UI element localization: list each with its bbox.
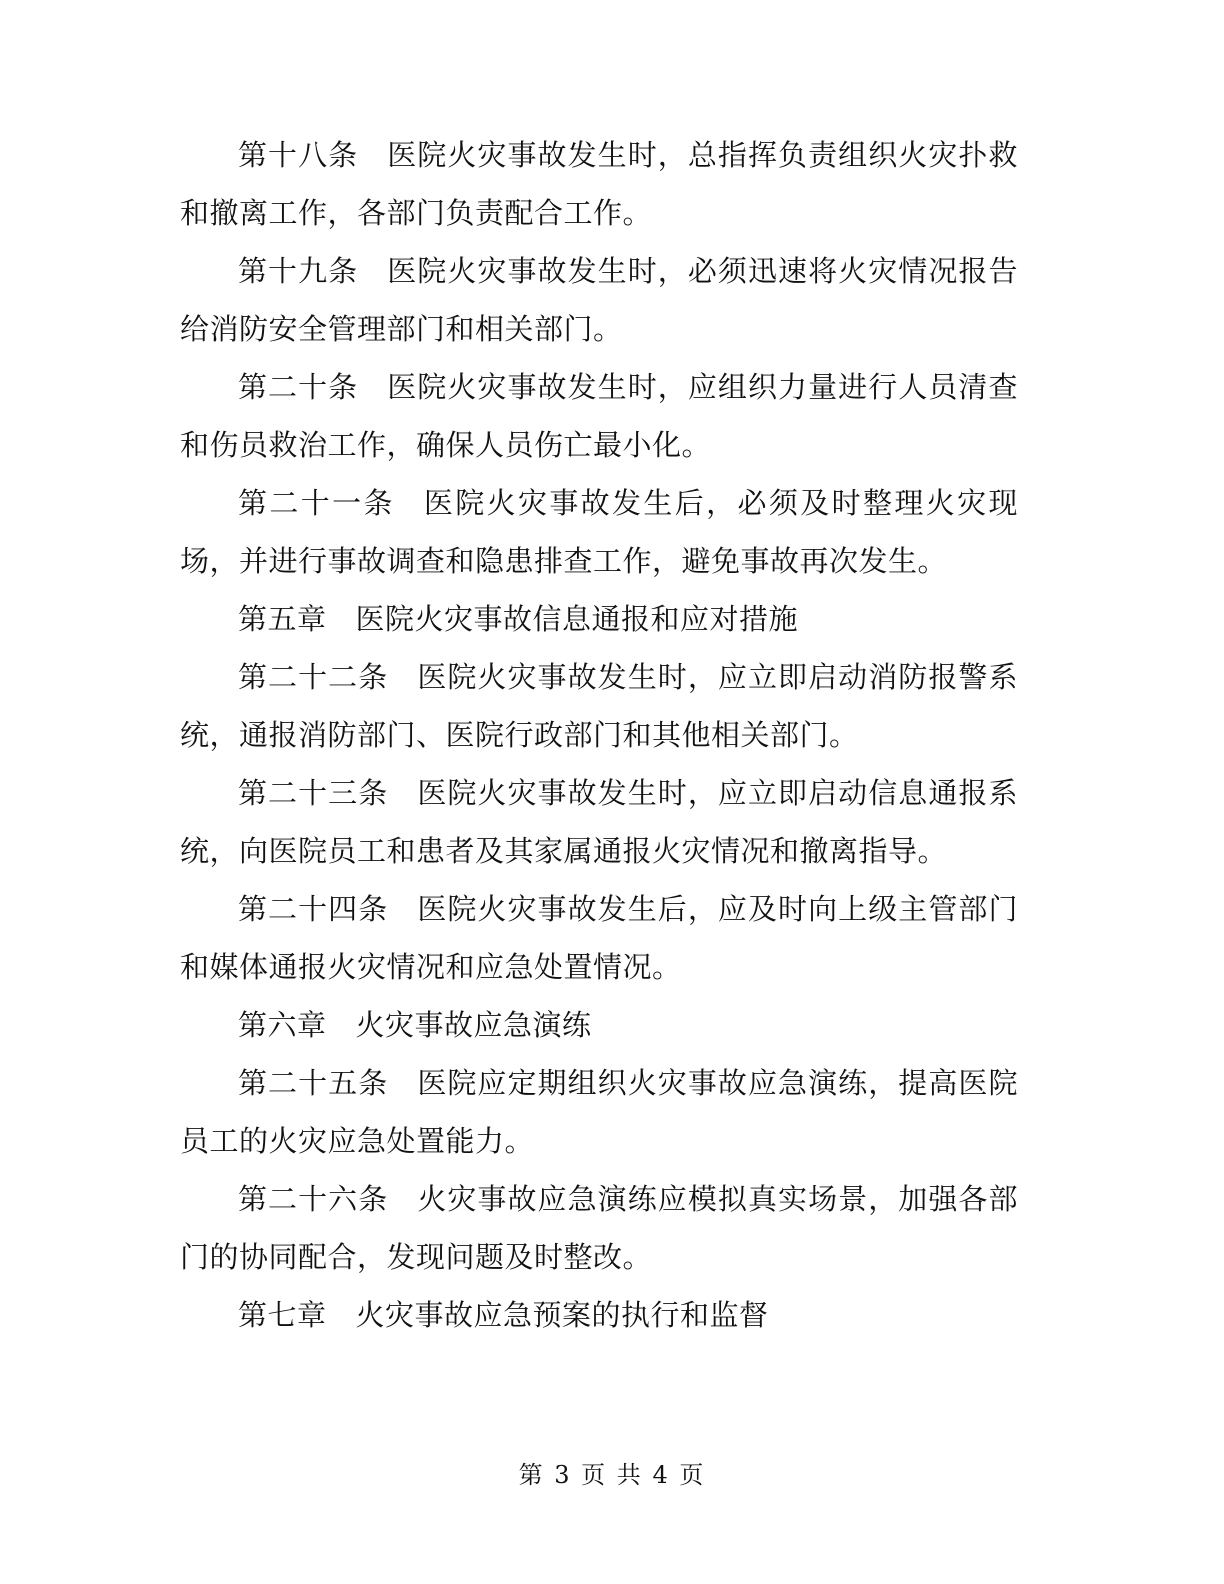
article-23 — [180, 764, 1018, 880]
chapter-title: 火灾事故应急预案的执行和监督 — [355, 1298, 769, 1332]
article-24 — [180, 880, 1018, 996]
chapter-title: 火灾事故应急演练 — [355, 1008, 592, 1042]
chapter-6-heading — [180, 996, 1018, 1054]
article-label: 第二十条 — [238, 370, 359, 404]
article-18 — [180, 126, 1018, 242]
article-label: 第十八条 — [238, 138, 359, 172]
chapter-title: 医院火灾事故信息通报和应对措施 — [355, 602, 799, 636]
article-label: 第十九条 — [238, 254, 359, 288]
article-text: 医院火灾事故发生时，必须迅速将火灾情况报告给消防安全管理部门和相关部门。 — [180, 254, 1018, 346]
article-text: 火灾事故应急演练应模拟真实场景，加强各部门的协同配合，发现问题及时整改。 — [180, 1182, 1018, 1274]
article-label: 第二十二条 — [238, 660, 389, 694]
article-20 — [180, 358, 1018, 474]
article-text: 医院火灾事故发生后，应及时向上级主管部门和媒体通报火灾情况和应急处置情况。 — [180, 892, 1018, 984]
article-label: 第二十一条 — [238, 486, 395, 520]
article-text: 医院火灾事故发生后，必须及时整理火灾现场，并进行事故调查和隐患排查工作，避免事故再次发生。 — [180, 486, 1018, 578]
article-label: 第二十三条 — [238, 776, 389, 810]
article-label: 第二十六条 — [238, 1182, 389, 1216]
document-body — [180, 126, 1018, 1344]
chapter-7-heading — [180, 1286, 1018, 1344]
article-19 — [180, 242, 1018, 358]
article-text: 医院火灾事故发生时，应立即启动信息通报系统，向医院员工和患者及其家属通报火灾情况和撤离指导。 — [180, 776, 1018, 868]
article-text: 医院火灾事故发生时，应立即启动消防报警系统，通报消防部门、医院行政部门和其他相关部门。 — [180, 660, 1018, 752]
page-number-footer: 第 3 页 共 4 页 — [518, 1461, 706, 1489]
article-text: 医院火灾事故发生时，应组织力量进行人员清查和伤员救治工作，确保人员伤亡最小化。 — [180, 370, 1018, 462]
article-label: 第二十五条 — [238, 1066, 389, 1100]
article-text: 医院火灾事故发生时，总指挥负责组织火灾扑救和撤离工作，各部门负责配合工作。 — [180, 138, 1018, 230]
chapter-label: 第五章 — [238, 602, 327, 636]
article-25 — [180, 1054, 1018, 1170]
chapter-label: 第七章 — [238, 1298, 327, 1332]
article-21 — [180, 474, 1018, 590]
article-label: 第二十四条 — [238, 892, 389, 926]
chapter-label: 第六章 — [238, 1008, 327, 1042]
chapter-5-heading — [180, 590, 1018, 648]
article-22 — [180, 648, 1018, 764]
article-26 — [180, 1170, 1018, 1286]
article-text: 医院应定期组织火灾事故应急演练，提高医院员工的火灾应急处置能力。 — [180, 1066, 1018, 1158]
